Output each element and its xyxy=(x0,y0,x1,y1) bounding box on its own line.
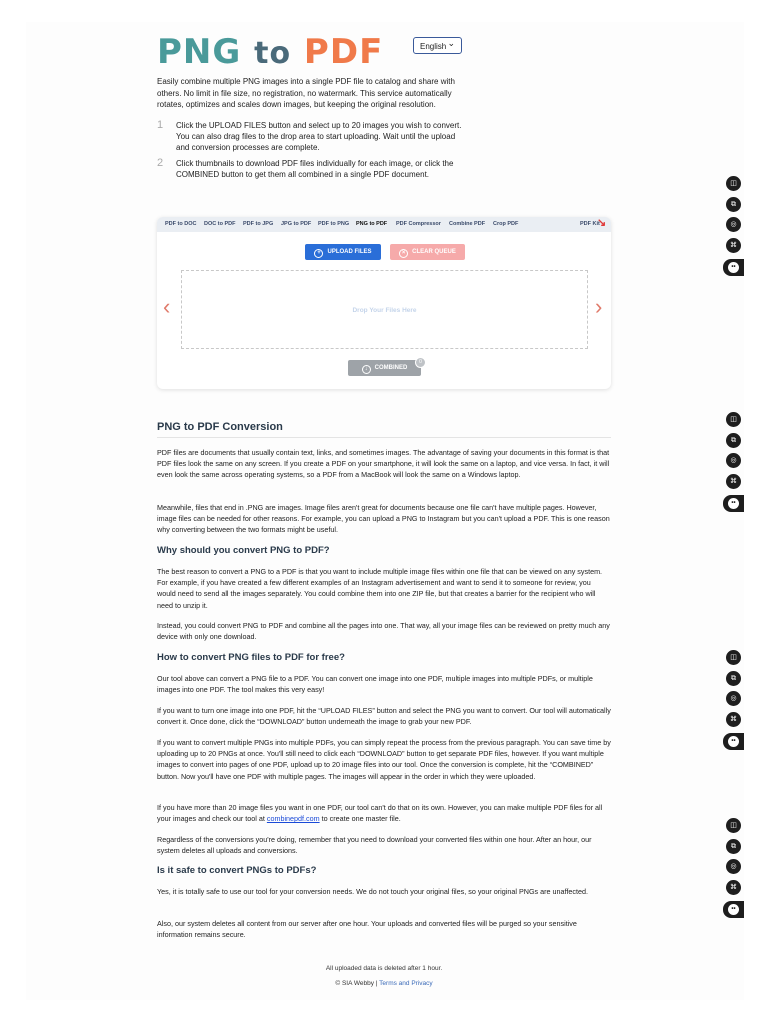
section-heading-how: How to convert PNG files to PDF for free? xyxy=(157,652,345,663)
paragraph: Our tool above can convert a PNG file to a PDF. You can convert one image into one PDF, multiple images into multiple PDFs, or multiple images into one PDF. The tool makes this very easy! xyxy=(157,674,593,695)
apps-icon[interactable]: ⌘ xyxy=(726,880,741,895)
paragraph: Meanwhile, files that end in .PNG are images. Image files aren't great for documents because one file can't have multiple pages. However, image files can be needed for other reasons. For example, you can upload a PNG to Instagram but you can't upload a PDF. This is one reason why converting between the two formats might be useful. xyxy=(157,503,610,535)
plus-circle-icon: + xyxy=(314,249,323,258)
paragraph: The best reason to convert a PNG to a PDF is that you want to include multiple image files within one file that can be viewed on any system. For example, if you have created a few different examples of an Instagram advertisement and want to send it to someone for review, you would need to send all the images separately. You could combine them into one ZIP file, but that creates a barrier for the recipient who will need to unzip it. xyxy=(157,567,603,610)
combined-button[interactable]: ↓ COMBINED xyxy=(348,360,421,376)
drop-zone-text: Drop Your Files Here xyxy=(352,307,417,314)
tab-combine-pdf[interactable]: Combine PDF xyxy=(449,221,486,227)
paragraph: Instead, you could convert PNG to PDF and combine all the pages into one. That way, all your image files can be reviewed on pretty much any device with only one download. xyxy=(157,621,610,642)
tab-crop-pdf[interactable]: Crop PDF xyxy=(493,221,519,227)
combined-count-badge: 0 xyxy=(415,357,426,368)
apps-icon[interactable]: ⌘ xyxy=(726,474,741,489)
tab-pdf-to-doc[interactable]: PDF to DOC xyxy=(165,221,197,227)
paragraph: If you want to turn one image into one PDF, hit the “UPLOAD FILES” button and select the PNG you want to convert. Our tool will automatically convert it. Once done, click the “DOWNLOAD” button underneath the image to grab your new PDF. xyxy=(157,706,611,727)
globe-icon[interactable]: ◎ xyxy=(726,691,741,706)
robot-icon: •• xyxy=(728,262,739,273)
robot-icon: •• xyxy=(728,498,739,509)
title-divider xyxy=(157,437,611,438)
article-title: PNG to PDF Conversion xyxy=(157,421,283,433)
language-label: English xyxy=(420,42,447,51)
paragraph: Regardless of the conversions you're doing, remember that you need to download your converted files within one hour. After an hour, our system deletes all uploads and conversions. xyxy=(157,835,592,856)
book-icon[interactable]: ◫ xyxy=(726,650,741,665)
book-icon[interactable]: ◫ xyxy=(726,412,741,427)
corner-ribbon-icon: ↘ xyxy=(597,217,607,229)
section-heading-safe: Is it safe to convert PNGs to PDFs? xyxy=(157,865,317,876)
globe-icon[interactable]: ◎ xyxy=(726,217,741,232)
robot-icon: •• xyxy=(728,904,739,915)
translate-icon[interactable]: ⧉ xyxy=(726,197,741,212)
tab-pdf-to-png[interactable]: PDF to PNG xyxy=(318,221,350,227)
footer-copyright: © SIA Webby | Terms and Privacy xyxy=(335,980,433,987)
book-icon[interactable]: ◫ xyxy=(726,818,741,833)
translate-icon[interactable]: ⧉ xyxy=(726,671,741,686)
next-arrow-icon[interactable]: › xyxy=(595,294,603,319)
combinepdf-link[interactable]: combinepdf.com xyxy=(266,814,320,824)
chevron-down-icon: ⌄ xyxy=(447,38,455,48)
tool-tabs xyxy=(157,217,611,232)
paragraph: If you have more than 20 image files you want in one PDF, our tool can't do that on its own. However, you can make multiple PDF files for all your images and check our tool at combinepdf.com to create one master file. xyxy=(157,803,603,824)
tab-png-to-pdf[interactable]: PNG to PDF xyxy=(356,221,388,227)
translate-icon[interactable]: ⧉ xyxy=(726,839,741,854)
site-logo[interactable]: PNG to PDF xyxy=(157,32,384,72)
assistant-button[interactable] xyxy=(723,259,744,276)
step-text: Click the UPLOAD FILES button and select up to 20 images you wish to convert. You can also drag files to the drop area to start uploading. Wait until the upload and conversion processes are complete. xyxy=(176,121,462,152)
tab-pdf-kit[interactable]: PDF Kit xyxy=(580,221,600,227)
apps-icon[interactable]: ⌘ xyxy=(726,712,741,727)
clear-queue-button[interactable]: × CLEAR QUEUE xyxy=(390,244,465,260)
terms-link[interactable]: Terms and Privacy xyxy=(379,980,433,987)
previous-arrow-icon[interactable]: ‹ xyxy=(163,294,171,319)
assistant-button[interactable] xyxy=(723,901,744,918)
paragraph: If you want to convert multiple PNGs into multiple PDFs, you can simply repeat the process from the previous paragraph. You can save time by uploading up to 20 PNGs at once. You'll still need to click each “DOWNLOAD” button to get separate PDF files, however. If you want multiple images to convert into pages of one PDF, upload up to 20 image files into our tool. Once the conversion is complete, hit the “COMBINED” button. Now you'll have one PDF with multiple pages. The images will appear in the order in which they were uploaded. xyxy=(157,738,611,781)
tab-jpg-to-pdf[interactable]: JPG to PDF xyxy=(281,221,312,227)
drop-zone[interactable] xyxy=(181,270,588,349)
globe-icon[interactable]: ◎ xyxy=(726,859,741,874)
section-heading-why: Why should you convert PNG to PDF? xyxy=(157,545,330,556)
apps-icon[interactable]: ⌘ xyxy=(726,238,741,253)
globe-icon[interactable]: ◎ xyxy=(726,453,741,468)
assistant-button[interactable] xyxy=(723,495,744,512)
converter-panel xyxy=(157,217,611,389)
footer-notice: All uploaded data is deleted after 1 hour. xyxy=(325,965,443,972)
paragraph: Also, our system deletes all content from our server after one hour. Your uploads and converted files will be purged so your sensitive information remains secure. xyxy=(157,919,577,940)
language-select[interactable] xyxy=(413,37,462,54)
translate-icon[interactable]: ⧉ xyxy=(726,433,741,448)
paragraph: Yes, it is totally safe to use our tool for your conversion needs. We do not touch your original files, so your original PNGs are unaffected. xyxy=(157,887,588,896)
tab-doc-to-pdf[interactable]: DOC to PDF xyxy=(204,221,236,227)
intro-text: Easily combine multiple PNG images into a single PDF file to catalog and share with others. No limit in file size, no registration, no watermark. This service automatically rotates, optimizes and scales down images, but keeping the original resolution. xyxy=(157,77,455,109)
tab-pdf-compressor[interactable]: PDF Compressor xyxy=(396,221,441,227)
paragraph: PDF files are documents that usually contain text, links, and sometimes images. The advantage of saving your documents in this format is that PDF files look the same on any screen. If you create a PDF on your smartphone, it will look the same on a laptop, and vice versa. In fact, it will even look the same across operating systems, so a PDF from a MacBook will look the same on a Windows laptop. xyxy=(157,448,610,480)
assistant-button[interactable] xyxy=(723,733,744,750)
book-icon[interactable]: ◫ xyxy=(726,176,741,191)
step-number: 1 xyxy=(157,119,164,131)
step-number: 2 xyxy=(157,157,164,169)
upload-files-button[interactable]: + UPLOAD FILES xyxy=(305,244,381,260)
tab-pdf-to-jpg[interactable]: PDF to JPG xyxy=(243,221,274,227)
close-circle-icon: × xyxy=(399,249,408,258)
step-text: Click thumbnails to download PDF files individually for each image, or click the COMBINED button to get them all combined in a single PDF document. xyxy=(176,159,454,179)
download-circle-icon: ↓ xyxy=(362,365,371,374)
robot-icon: •• xyxy=(728,736,739,747)
